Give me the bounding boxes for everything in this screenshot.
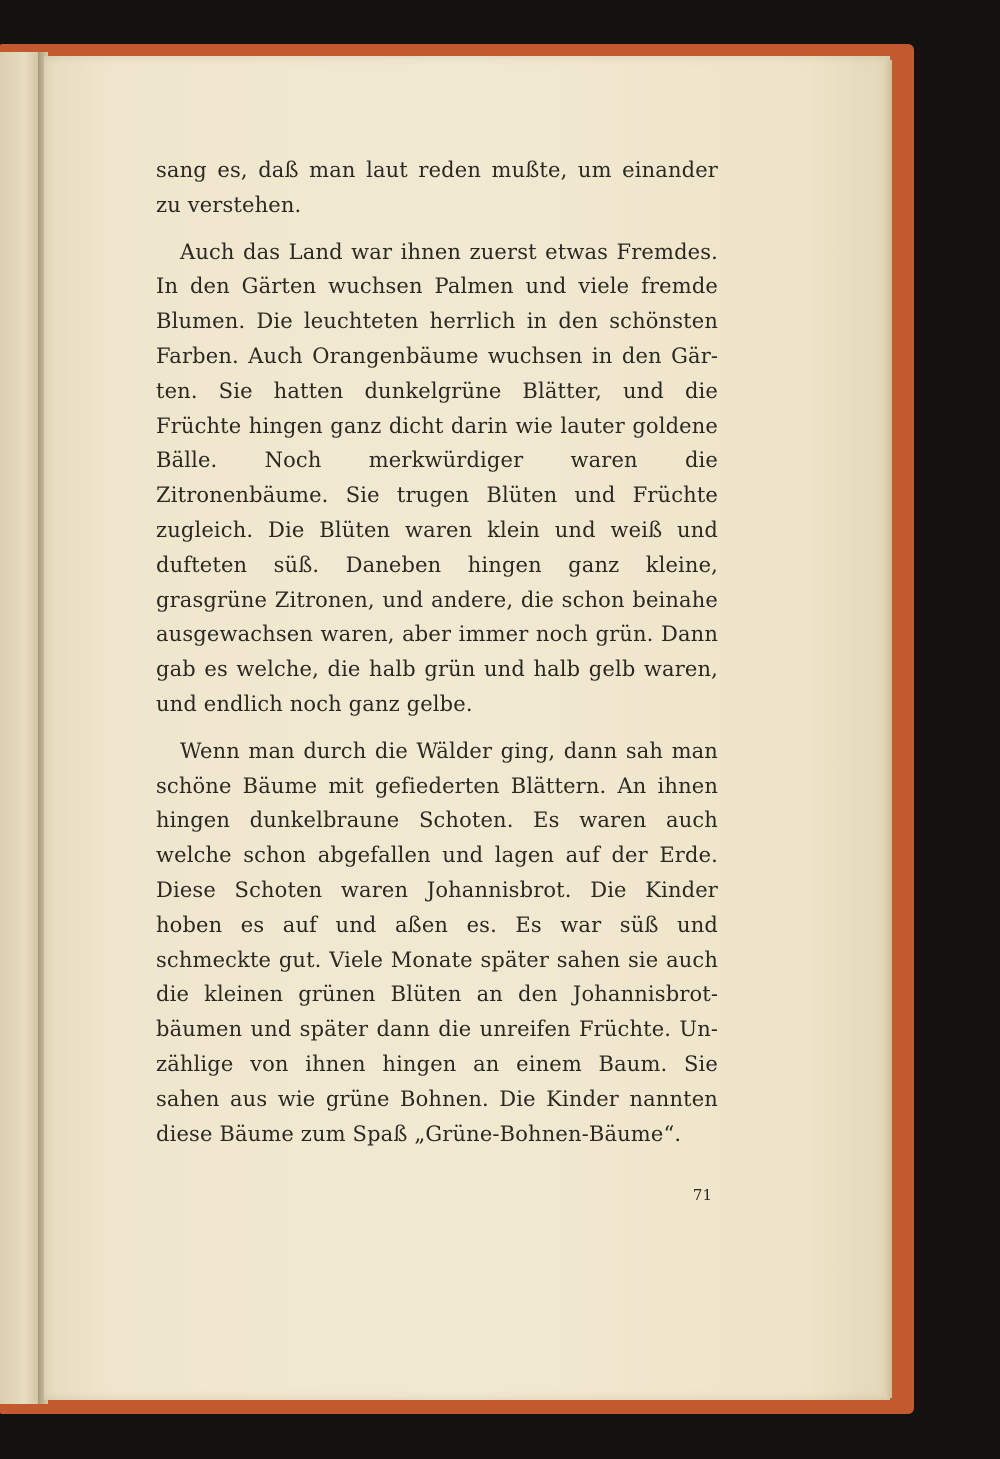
page-text — [156, 153, 718, 1151]
paragraph: Auch das Land war ihnen zuerst etwas Fremdes. In den Gärten wuchsen Palmen und viele fremde Blumen. Die leuchteten herrlich in den schönsten Farben. Auch Orangenbäume wuchsen in den Gärten. Sie hatten dunkelgrüne Blätter, und die Früchte hingen ganz dicht darin wie lauter goldene Bälle. Noch merkwürdiger waren die Zitronenbäume. Sie trugen Blüten und Früchte zugleich. Die Blüten waren klein und weiß und dufteten süß. Daneben hingen ganz kleine, grasgrüne Zitronen, und andere, die schon beinahe ausgewachsen waren, aber immer noch grün. Dann gab es welche, die halb grün und halb gelb waren, und endlich noch ganz gelbe. — [156, 239, 718, 716]
paragraph: sang es, daß man laut reden mußte, um einander zu verstehen. — [156, 158, 718, 217]
previous-page-edge — [0, 52, 42, 1404]
paragraph: Wenn man durch die Wälder ging, dann sah man schöne Bäume mit gefiederten Blättern. An ihnen hingen dunkelbraune Schoten. Es waren auch welche schon abgefallen und lagen auf der Erde. Diese Schoten waren Johannisbrot. Die Kinder hoben es auf und aßen es. Es war süß und schmeckte gut. Viele Monate später sahen sie auch die kleinen grünen Blüten an den Johannisbrotbäumen und später dann die unreifen Früchte. Unzählige von ihnen hingen an einem Baum. Sie sahen aus wie grüne Bohnen. Die Kinder nannten diese Bäume zum Spaß „Grüne-Bohnen-Bäume“. — [156, 738, 718, 1146]
page-stack-edge — [884, 60, 892, 1398]
page-number: 71 — [692, 1186, 712, 1204]
